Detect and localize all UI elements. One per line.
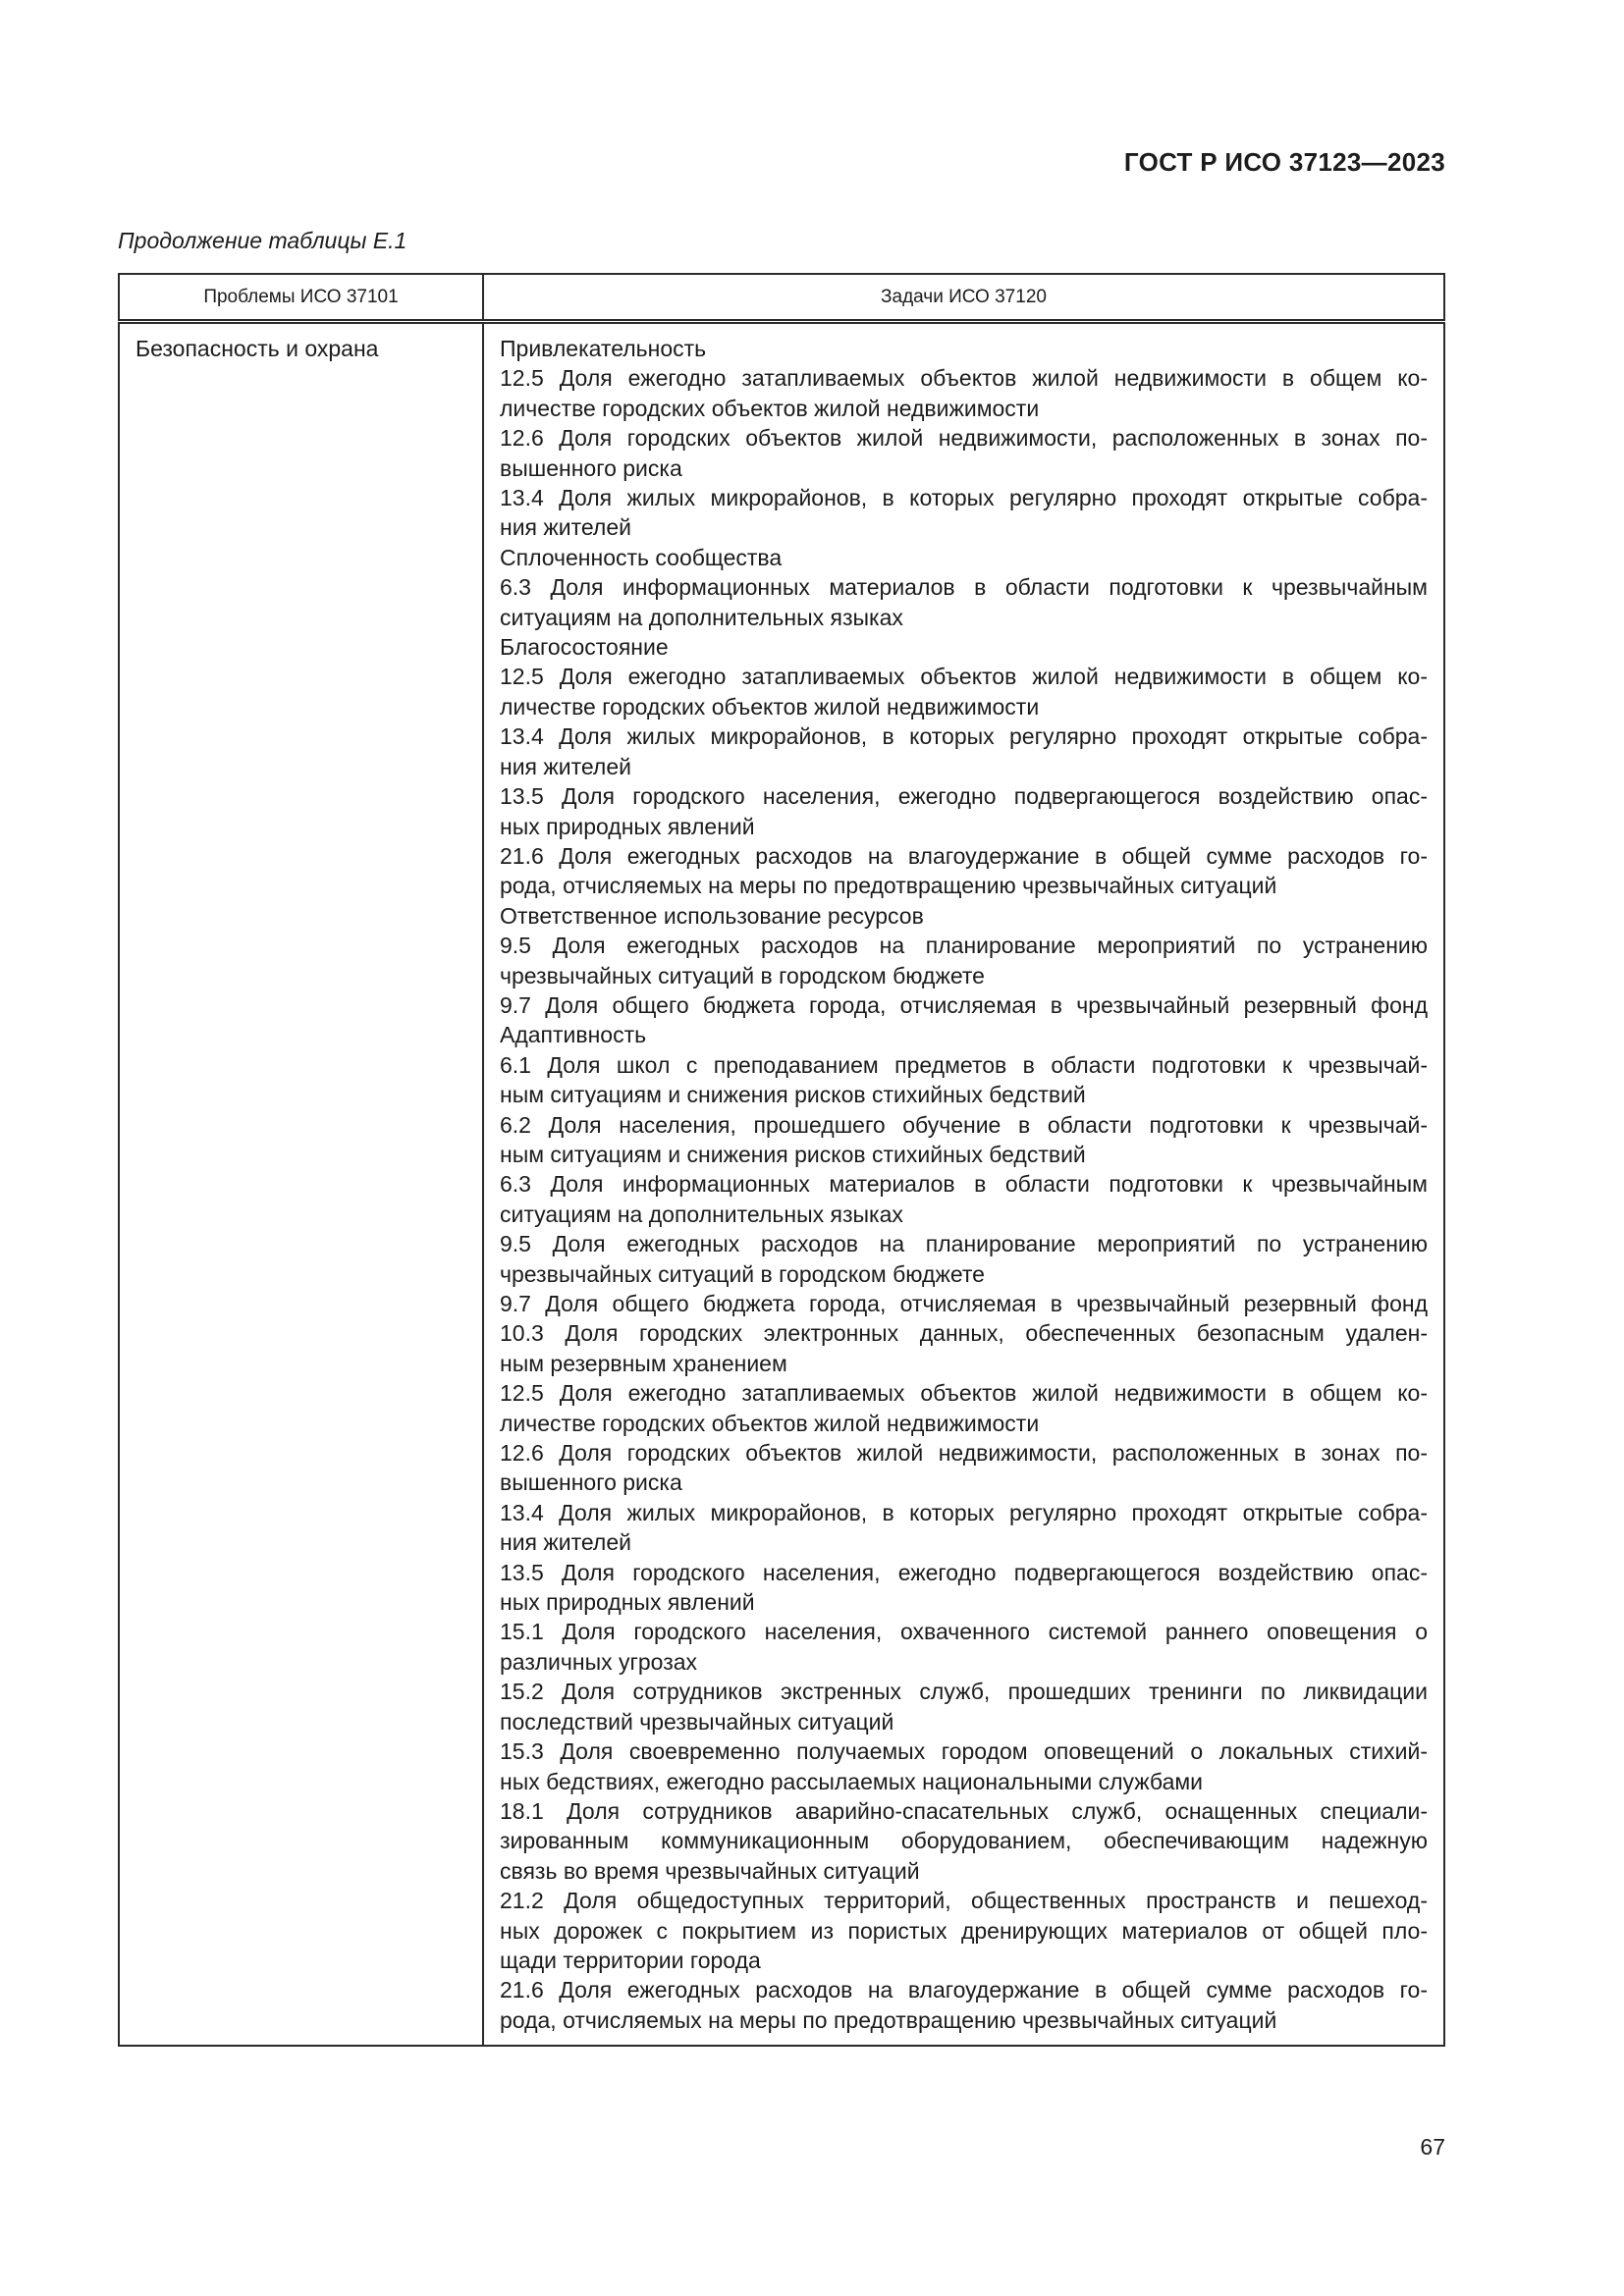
task-line: 6.3 Доля информационных материалов в области подготовки к чрезвычайным <box>500 574 1428 601</box>
task-line: 13.4 Доля жилых микрорайонов, в которых регулярно проходят открытые собра- <box>500 723 1428 750</box>
task-line: 9.5 Доля ежегодных расходов на планирование мероприятий по устранению <box>500 1231 1428 1257</box>
task-line: 13.4 Доля жилых микрорайонов, в которых регулярно проходят открытые собра- <box>500 1499 1428 1525</box>
task-line: ным ситуациям и снижения рисков стихийных бедствий <box>500 1141 1086 1167</box>
task-line: вышенного риска <box>500 1469 682 1496</box>
task-line: вышенного риска <box>500 454 682 481</box>
task-line: ния жителей <box>500 514 631 541</box>
task-line: ния жителей <box>500 1529 631 1556</box>
task-line: Благосостояние <box>500 634 669 661</box>
task-line: 12.5 Доля ежегодно затапливаемых объектов жилой недвижимости в общем ко- <box>500 365 1428 392</box>
task-line: 6.1 Доля школ с преподаванием предметов в области подготовки к чрезвычай- <box>500 1051 1428 1078</box>
task-line: 10.3 Доля городских электронных данных, обеспеченных безопасным удален- <box>500 1320 1428 1347</box>
task-line: чрезвычайных ситуаций в городском бюджете <box>500 1260 985 1287</box>
task-line: 15.2 Доля сотрудников экстренных служб, прошедших тренинги по ликвидации <box>500 1679 1428 1705</box>
task-line: Сплоченность сообщества <box>500 544 783 570</box>
task-line: Привлекательность <box>500 336 707 361</box>
task-line: 12.5 Доля ежегодно затапливаемых объектов жилой недвижимости в общем ко- <box>500 1380 1428 1407</box>
task-line: 21.6 Доля ежегодных расходов на влагоудержание в общей сумме расходов го- <box>500 1977 1428 2003</box>
task-line: различных угрозах <box>500 1648 698 1675</box>
task-line: ных бедствиях, ежегодно рассылаемых национальными службами <box>500 1768 1204 1794</box>
task-line: 15.1 Доля городского населения, охваченного системой раннего оповещения о <box>500 1619 1428 1645</box>
task-line: 13.5 Доля городского населения, ежегодно подвергающегося воздействию опас- <box>500 1559 1428 1585</box>
page-number: 67 <box>1420 2134 1445 2160</box>
task-line: 9.7 Доля общего бюджета города, отчисляемая в чрезвычайный резервный фонд <box>500 991 1428 1018</box>
task-line: 13.5 Доля городского населения, ежегодно подвергающегося воздействию опас- <box>500 783 1428 810</box>
task-line: щади территории города <box>500 1947 761 1973</box>
task-line: личестве городских объектов жилой недвижимости <box>500 1410 1040 1436</box>
task-line: личестве городских объектов жилой недвижимости <box>500 693 1040 720</box>
task-line: Ответственное использование ресурсов <box>500 902 924 929</box>
task-line: 9.7 Доля общего бюджета города, отчисляемая в чрезвычайный резервный фонд <box>500 1291 1428 1316</box>
task-line: личестве городских объектов жилой недвижимости <box>500 395 1040 421</box>
document-header: ГОСТ Р ИСО 37123—2023 <box>1123 147 1445 177</box>
task-line: 21.6 Доля ежегодных расходов на влагоудержание в общей сумме расходов го- <box>500 842 1428 869</box>
task-line: ных природных явлений <box>500 1589 755 1616</box>
task-line: 6.3 Доля информационных материалов в области подготовки к чрезвычайным <box>500 1171 1428 1198</box>
task-line: 6.2 Доля населения, прошедшего обучение в области подготовки к чрезвычай- <box>500 1111 1428 1138</box>
task-line: ным ситуациям и снижения рисков стихийных бедствий <box>500 1082 1086 1108</box>
task-line: 15.3 Доля своевременно получаемых городом оповещений о локальных стихий- <box>500 1738 1428 1765</box>
problem-cell: Безопасность и охрана <box>119 322 483 2047</box>
task-line: ситуациям на дополнительных языках <box>500 1201 903 1227</box>
task-line: чрезвычайных ситуаций в городском бюджете <box>500 962 985 988</box>
task-line: 18.1 Доля сотрудников аварийно-спасательных служб, оснащенных специали- <box>500 1797 1428 1824</box>
task-line: 12.6 Доля городских объектов жилой недвижимости, расположенных в зонах по- <box>500 425 1428 452</box>
task-line: рода, отчисляемых на меры по предотвращению чрезвычайных ситуаций <box>500 2006 1277 2033</box>
table-row <box>119 322 1444 2047</box>
task-line: 21.2 Доля общедоступных территорий, общественных пространств и пешеход- <box>500 1888 1428 1914</box>
task-line: последствий чрезвычайных ситуаций <box>500 1708 894 1735</box>
column-header-tasks: Задачи ИСО 37120 <box>483 274 1444 322</box>
task-line: рода, отчисляемых на меры по предотвращению чрезвычайных ситуаций <box>500 873 1277 899</box>
task-line: зированным коммуникационным оборудованием, обеспечивающим надежную <box>500 1828 1428 1854</box>
indicators-table <box>118 273 1445 2047</box>
task-line: 9.5 Доля ежегодных расходов на планирование мероприятий по устранению <box>500 933 1428 959</box>
task-line: 12.5 Доля ежегодно затапливаемых объектов жилой недвижимости в общем ко- <box>500 664 1428 690</box>
column-header-problems: Проблемы ИСО 37101 <box>119 274 483 322</box>
task-line: 12.6 Доля городских объектов жилой недвижимости, расположенных в зонах по- <box>500 1440 1428 1467</box>
task-line: ных дорожек с покрытием из пористых дренирующих материалов от общей пло- <box>500 1917 1428 1944</box>
task-line: ния жителей <box>500 753 631 779</box>
task-line: 13.4 Доля жилых микрорайонов, в которых регулярно проходят открытые собра- <box>500 485 1428 511</box>
task-line: связь во время чрезвычайных ситуаций <box>500 1857 920 1884</box>
table-header-row <box>119 274 1444 322</box>
task-line: ситуациям на дополнительных языках <box>500 604 903 630</box>
tasks-cell <box>483 322 1444 2047</box>
task-line: Адаптивность <box>500 1022 647 1048</box>
task-line: ным резервным хранением <box>500 1350 787 1376</box>
table-caption: Продолжение таблицы Е.1 <box>118 228 407 253</box>
task-line: ных природных явлений <box>500 813 755 839</box>
